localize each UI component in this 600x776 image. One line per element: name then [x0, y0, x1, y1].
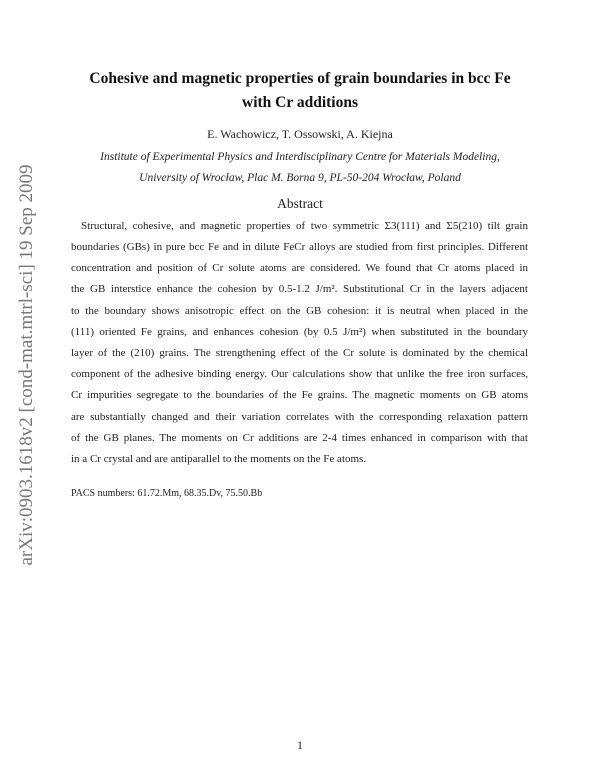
- abstract-line: Structural, cohesive, and magnetic properties of two symmetric Σ3(111) and Σ5(210) tilt grain: [81, 220, 528, 232]
- abstract-line: the GB interstice enhance the cohesion by 0.5-1.2 J/m². Substitutional Cr in the layers adjacent: [71, 283, 528, 295]
- abstract-line: to the boundary shows anisotropic effect on the GB cohesion: it is neutral when placed in the: [71, 305, 528, 317]
- abstract-line: layer of the (210) grains. The strengthening effect of the Cr solute is dominated by the chemical: [71, 347, 528, 359]
- abstract-line: are substantially changed and their variation correlates with the corresponding relaxation pattern: [71, 411, 528, 423]
- title-line-1: Cohesive and magnetic properties of grain boundaries in bcc Fe: [89, 70, 511, 87]
- abstract-line: component of the adhesive binding energy. Our calculations show that unlike the free iron surfaces,: [71, 368, 528, 380]
- arxiv-identifier: arXiv:0903.1618v2 [cond-mat.mtrl-sci] 19 Sep 2009: [16, 164, 37, 566]
- abstract-line: (111) oriented Fe grains, and enhances cohesion (by 0.5 J/m²) when substituted in the boundary: [71, 326, 528, 338]
- affiliation-line-2: University of Wrocław, Plac M. Borna 9, PL-50-204 Wrocław, Poland: [139, 172, 461, 184]
- affiliation-line-1: Institute of Experimental Physics and Interdisciplinary Centre for Materials Modeling,: [100, 151, 500, 163]
- abstract-line: boundaries (GBs) in pure bcc Fe and in dilute FeCr alloys are studied from first principles. Different: [71, 241, 528, 253]
- page-number: 1: [297, 738, 303, 752]
- abstract-line: in a Cr crystal and are antiparallel to the moments on the Fe atoms.: [71, 453, 367, 465]
- abstract-line: concentration and position of Cr solute atoms are considered. We found that Cr atoms placed in: [71, 262, 528, 274]
- authors: E. Wachowicz, T. Ossowski, A. Kiejna: [207, 127, 393, 141]
- abstract-heading: Abstract: [277, 196, 323, 211]
- title-line-2: with Cr additions: [242, 94, 358, 111]
- pacs-numbers: PACS numbers: 61.72.Mm, 68.35.Dv, 75.50.Bb: [71, 488, 263, 499]
- abstract-line: of the GB planes. The moments on Cr additions are 2-4 times enhanced in comparison with that: [71, 432, 528, 444]
- abstract-line: Cr impurities segregate to the boundaries of the Fe grains. The magnetic moments on GB atoms: [71, 389, 528, 401]
